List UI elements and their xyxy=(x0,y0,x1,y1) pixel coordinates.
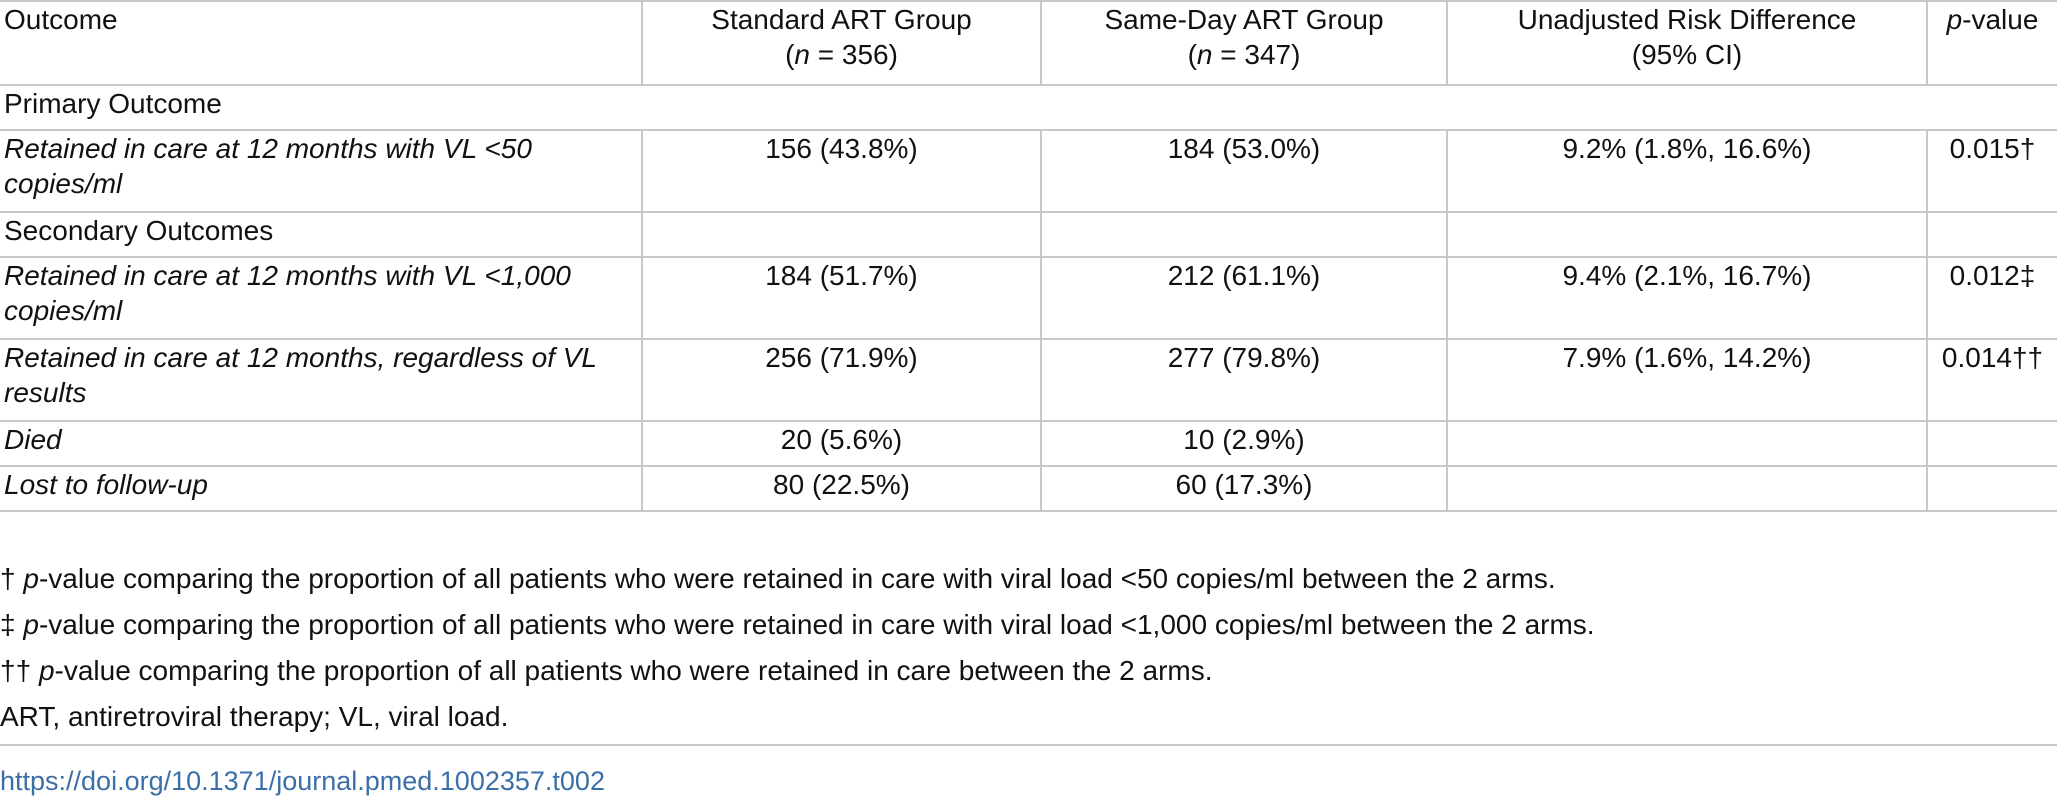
header-p-value: p-value xyxy=(1927,1,2057,85)
cell-risk xyxy=(1447,421,1927,466)
cell-p-value: 0.014†† xyxy=(1927,339,2057,421)
table-row xyxy=(0,466,2057,511)
cell-standard: 256 (71.9%) xyxy=(642,339,1041,421)
footnote: ‡ p-value comparing the proportion of all patients who were retained in care with viral load <1,000 copies/ml between the 2 arms. xyxy=(0,609,1595,640)
cell-p-value xyxy=(1927,466,2057,511)
header-standard-n: (n = 356) xyxy=(785,39,898,70)
section-row-secondary xyxy=(0,212,2057,257)
cell-outcome: Retained in care at 12 months, regardless of VL results xyxy=(0,339,642,421)
header-risk-difference: Unadjusted Risk Difference (95% CI) xyxy=(1447,1,1927,85)
cell-standard: 184 (51.7%) xyxy=(642,257,1041,339)
header-standard-group xyxy=(642,1,1041,85)
header-sameday-group xyxy=(1041,1,1447,85)
cell-sameday: 10 (2.9%) xyxy=(1041,421,1447,466)
cell-p-value: 0.012‡ xyxy=(1927,257,2057,339)
doi-link[interactable]: https://doi.org/10.1371/journal.pmed.1002357.t002 xyxy=(0,766,605,796)
cell-p-value xyxy=(1927,421,2057,466)
cell-standard: 20 (5.6%) xyxy=(642,421,1041,466)
header-standard-title: Standard ART Group xyxy=(711,4,972,35)
cell-standard: 80 (22.5%) xyxy=(642,466,1041,511)
cell-outcome: Died xyxy=(0,421,642,466)
footnote: †† p-value comparing the proportion of all patients who were retained in care between the 2 arms. xyxy=(0,655,1213,686)
footnote: † p-value comparing the proportion of all patients who were retained in care with viral load <50 copies/ml between the 2 arms. xyxy=(0,563,1556,594)
cell-risk: 7.9% (1.6%, 14.2%) xyxy=(1447,339,1927,421)
divider xyxy=(0,744,2057,746)
section-label-secondary: Secondary Outcomes xyxy=(0,212,642,257)
header-outcome: Outcome xyxy=(0,1,642,85)
cell-risk xyxy=(1447,466,1927,511)
cell-risk: 9.4% (2.1%, 16.7%) xyxy=(1447,257,1927,339)
cell-standard: 156 (43.8%) xyxy=(642,130,1041,212)
header-sameday-n: (n = 347) xyxy=(1187,39,1301,70)
table-header-row xyxy=(0,1,2057,85)
section-label-primary: Primary Outcome xyxy=(0,85,2057,130)
table-row xyxy=(0,130,2057,212)
cell-sameday: 184 (53.0%) xyxy=(1041,130,1447,212)
cell-outcome: Lost to follow-up xyxy=(0,466,642,511)
section-row-primary xyxy=(0,85,2057,130)
cell-sameday: 212 (61.1%) xyxy=(1041,257,1447,339)
table-footnotes xyxy=(0,556,1595,740)
cell-risk: 9.2% (1.8%, 16.6%) xyxy=(1447,130,1927,212)
cell-p-value: 0.015† xyxy=(1927,130,2057,212)
header-sameday-title: Same-Day ART Group xyxy=(1104,4,1384,35)
table-row xyxy=(0,339,2057,421)
table-row xyxy=(0,421,2057,466)
cell-outcome: Retained in care at 12 months with VL <50 copies/ml xyxy=(0,130,642,212)
cell-sameday: 60 (17.3%) xyxy=(1041,466,1447,511)
cell-outcome: Retained in care at 12 months with VL <1,000 copies/ml xyxy=(0,257,642,339)
cell-sameday: 277 (79.8%) xyxy=(1041,339,1447,421)
abbreviations-note: ART, antiretroviral therapy; VL, viral load. xyxy=(0,701,509,732)
table-row xyxy=(0,257,2057,339)
